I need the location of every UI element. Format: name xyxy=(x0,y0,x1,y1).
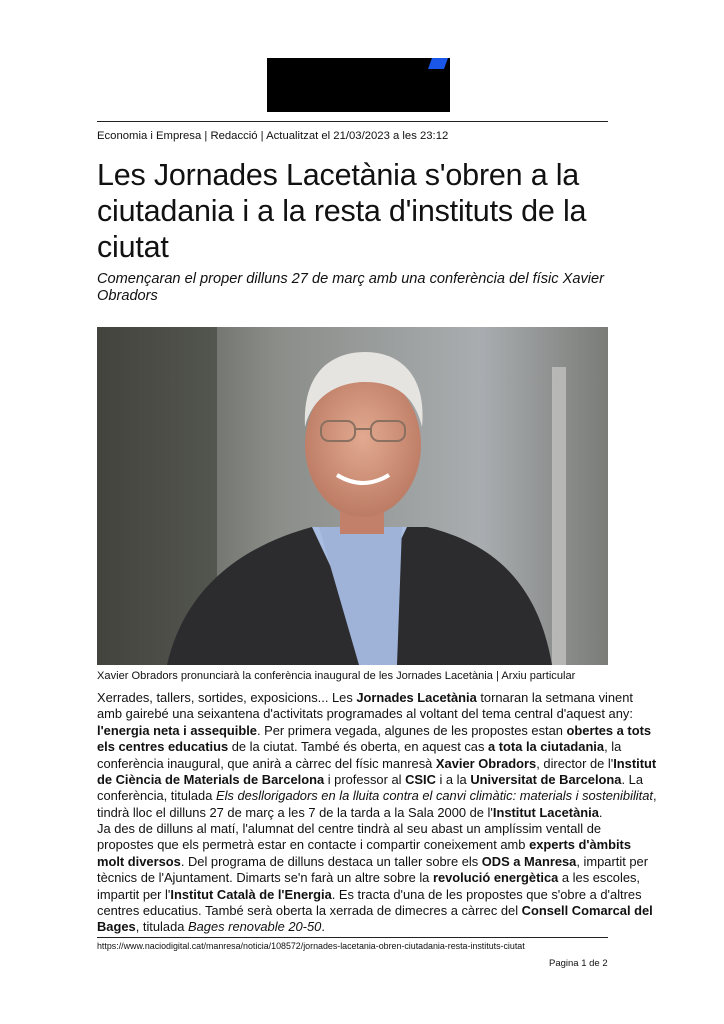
bold-text: obertes a tots els centres educatius xyxy=(97,722,652,755)
bold-text: Universitat de Barcelona xyxy=(470,772,622,788)
article-paragraph-2 xyxy=(97,821,657,936)
header-divider xyxy=(97,121,608,122)
text-run: . Es tracta d'una de les propostes que s'obre a d'altres centres educatius. També serà oberta la xerrada de dimecres a càrrec del xyxy=(97,886,642,919)
bold-text: a tota la ciutadania xyxy=(488,739,605,755)
italic-text: Bages renovable 20-50 xyxy=(188,919,322,935)
text-run: . Per primera vegada, algunes de les propostes estan xyxy=(256,722,567,738)
bold-text: Institut de Ciència de Materials de Barcelona xyxy=(97,755,657,788)
text-run: , tindrà lloc el dilluns 27 de març a les 7 de la tarda a la Sala 2000 de l' xyxy=(97,788,657,820)
footer-divider xyxy=(97,937,608,938)
photo-caption: Xavier Obradors pronunciarà la conferència inaugural de les Jornades Lacetània | Arxiu particular xyxy=(97,670,576,682)
article-meta: Economia i Empresa | Redacció | Actualitzat el 21/03/2023 a les 23:12 xyxy=(97,130,449,142)
text-run: Xerrades, tallers, sortides, exposicions... Les xyxy=(97,690,357,705)
bold-text: experts d'àmbits molt diversos xyxy=(97,837,631,869)
site-logo xyxy=(267,58,450,112)
text-run: . La conferència, titulada xyxy=(97,772,643,804)
text-run: Ja des de dilluns al matí, l'alumnat del centre tindrà al seu abast un amplíssim ventall de propostes que els permetrà estar en contacte i compartir coneixement amb xyxy=(97,821,602,853)
bold-text: revolució energètica xyxy=(432,870,559,886)
bold-text: Institut Lacetània xyxy=(492,804,599,820)
bold-text: Institut Català de l'Energia xyxy=(170,886,332,902)
text-run: . xyxy=(598,804,603,820)
article-subtitle: Començaran el proper dilluns 27 de març amb una conferència del físic Xavier Obradors xyxy=(97,271,604,304)
bold-text: CSIC xyxy=(405,772,436,788)
article-title: Les Jornades Lacetània s'obren a la ciutadania i a la resta d'instituts de la ciutat xyxy=(97,158,587,264)
text-run: . xyxy=(321,919,325,935)
text-run: , la conferència inaugural, que anirà a càrrec del físic manresà xyxy=(97,739,622,771)
article-photo xyxy=(97,327,608,665)
text-run: i a la xyxy=(435,772,471,788)
bold-text: ODS a Manresa xyxy=(481,853,577,869)
text-run: a les escoles, impartit per l' xyxy=(97,870,641,902)
text-run: , director de l' xyxy=(536,755,614,771)
text-run: , impartit per tècnics de l'Ajuntament. Dimarts se'n farà un altre sobre la xyxy=(97,853,648,886)
text-run: , titulada xyxy=(135,919,189,935)
text-run: tornaran la setmana vinent amb gairebé una seixantena d'activitats programades al voltant del tema central d'aquest any: xyxy=(97,690,633,722)
bold-text: Consell Comarcal del Bages xyxy=(97,903,653,935)
article-paragraph-1 xyxy=(97,690,657,821)
text-run: . Del programa de dilluns destaca un taller sobre els xyxy=(180,853,482,869)
logo-accent-mark xyxy=(428,58,448,69)
text-run: de la ciutat. També és oberta, en aquest cas xyxy=(228,739,489,755)
bold-text: Xavier Obradors xyxy=(435,755,537,771)
bold-text: l'energia neta i assequible xyxy=(97,722,257,738)
source-url[interactable]: https://www.naciodigital.cat/manresa/noticia/108572/jornades-lacetania-obren-ciutadania-resta-instituts-ciutat xyxy=(97,941,525,951)
page-number: Pagina 1 de 2 xyxy=(549,958,608,969)
italic-text: Els desllorigadors en la lluita contra el canvi climàtic: materials i sostenibilitat xyxy=(215,788,654,804)
text-run: i professor al xyxy=(324,772,406,788)
bold-text: Jornades Lacetània xyxy=(356,690,477,705)
